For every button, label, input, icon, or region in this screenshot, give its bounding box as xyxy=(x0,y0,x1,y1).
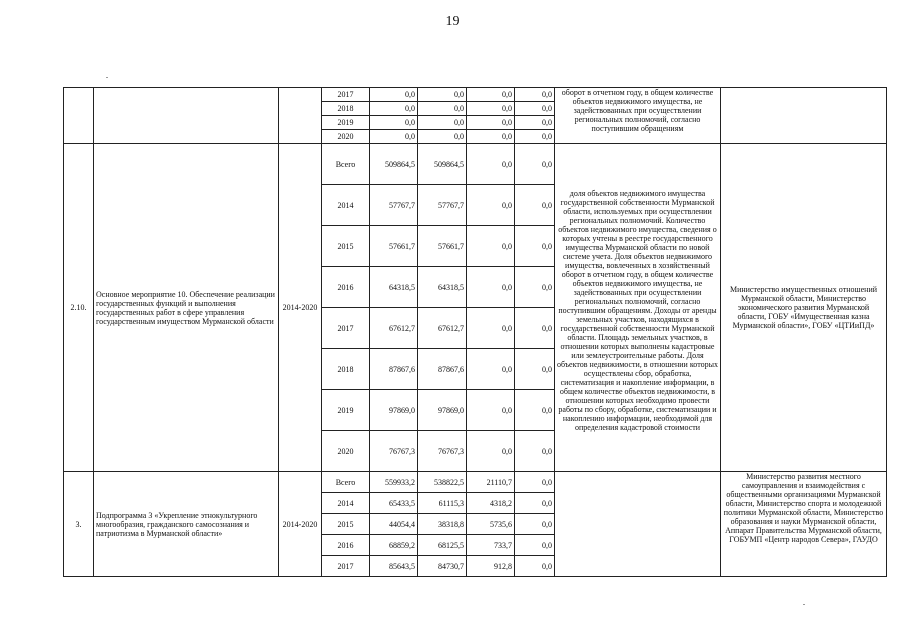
year-cell: 2019 xyxy=(322,390,370,431)
total-cell: 67612,7 xyxy=(370,308,418,349)
total-cell: 97869,0 xyxy=(370,390,418,431)
other-funds-cell: 0,0 xyxy=(515,144,555,185)
regional-budget-cell: 76767,3 xyxy=(418,431,467,472)
federal-budget-cell: 912,8 xyxy=(467,556,515,577)
total-cell: 57661,7 xyxy=(370,226,418,267)
total-cell: 0,0 xyxy=(370,130,418,144)
executor-cell: Министерство развития местного самоуправления и взаимодействия с общественными организациями Мурманской области, Министерство спорта и молодежной политики Мурманской области, Министерство образования и науки Мурманской области, Аппарат Правительства Мурманской области, ГОБУМП «Центр народов Севера», ГАУДО xyxy=(721,472,887,577)
federal-budget-cell: 0,0 xyxy=(467,349,515,390)
year-cell: 2017 xyxy=(322,88,370,102)
other-funds-cell: 0,0 xyxy=(515,130,555,144)
federal-budget-cell: 0,0 xyxy=(467,144,515,185)
federal-budget-cell: 0,0 xyxy=(467,185,515,226)
federal-budget-cell: 733,7 xyxy=(467,535,515,556)
year-cell: 2014 xyxy=(322,493,370,514)
total-cell: 559933,2 xyxy=(370,472,418,493)
item-period-cell: 2014-2020 xyxy=(279,144,322,472)
federal-budget-cell: 0,0 xyxy=(467,308,515,349)
federal-budget-cell: 4318,2 xyxy=(467,493,515,514)
item-number-cell: 3. xyxy=(64,472,94,577)
table-row xyxy=(64,472,887,493)
other-funds-cell: 0,0 xyxy=(515,116,555,130)
other-funds-cell: 0,0 xyxy=(515,102,555,116)
total-cell: 87867,6 xyxy=(370,349,418,390)
total-cell: 64318,5 xyxy=(370,267,418,308)
federal-budget-cell: 0,0 xyxy=(467,431,515,472)
total-cell: 0,0 xyxy=(370,88,418,102)
year-cell: 2016 xyxy=(322,267,370,308)
federal-budget-cell: 0,0 xyxy=(467,226,515,267)
regional-budget-cell: 57661,7 xyxy=(418,226,467,267)
regional-budget-cell: 0,0 xyxy=(418,88,467,102)
federal-budget-cell: 0,0 xyxy=(467,88,515,102)
other-funds-cell: 0,0 xyxy=(515,390,555,431)
year-cell: 2020 xyxy=(322,431,370,472)
federal-budget-cell: 0,0 xyxy=(467,130,515,144)
executor-cell: Министерство имущественных отношений Мурманской области, Министерство экономического развития Мурманской области, ГОБУ «Имущественная казна Мурманской области», ГОБУ «ЦТИиПД» xyxy=(721,144,887,472)
other-funds-cell: 0,0 xyxy=(515,556,555,577)
total-cell: 68859,2 xyxy=(370,535,418,556)
total-cell: 509864,5 xyxy=(370,144,418,185)
total-cell: 65433,5 xyxy=(370,493,418,514)
table-row xyxy=(64,88,887,102)
item-name-cell xyxy=(94,88,279,144)
year-cell: 2018 xyxy=(322,102,370,116)
federal-budget-cell: 5735,6 xyxy=(467,514,515,535)
budget-table xyxy=(63,87,887,577)
other-funds-cell: 0,0 xyxy=(515,493,555,514)
total-cell: 76767,3 xyxy=(370,431,418,472)
indicator-cell: оборот в отчетном году, в общем количестве объектов недвижимого имущества, не задействованных при осуществлении региональных полномочий, согласно поступившим обращениям xyxy=(555,88,721,144)
year-cell: Всего xyxy=(322,472,370,493)
indicator-cell: доля объектов недвижимого имущества государственной собственности Мурманской области, используемых при осуществлении региональных полномочий. Количество объектов недвижимого имущества, сведения о которых учтены в реестре государственного имущества Мурманской области по новой системе учета. Доля объектов недвижимого имущества, вовлеченных в хозяйственный оборот в отчетном году, в общем количестве объектов недвижимого имущества, не задействованных при осуществлении региональных полномочий, согласно поступившим обращениям. Доходы от аренды земельных участков, находящихся в государственной собственности Мурманской области. Площадь земельных участков, в отношении которых выполнены кадастровые или землеустроительные работы. Доля объектов недвижимости, в отношении которых осуществлены сбор, обработка, систематизация и накопление информации, в общем количестве объектов недвижимости, в отношении которых необходимо провести работы по сбору, обработке, систематизации и накоплению информации, необходимой для определения кадастровой стоимости xyxy=(555,144,721,472)
other-funds-cell: 0,0 xyxy=(515,308,555,349)
year-cell: 2018 xyxy=(322,349,370,390)
table-row xyxy=(64,144,887,185)
regional-budget-cell: 509864,5 xyxy=(418,144,467,185)
regional-budget-cell: 61115,3 xyxy=(418,493,467,514)
federal-budget-cell: 0,0 xyxy=(467,267,515,308)
total-cell: 0,0 xyxy=(370,102,418,116)
federal-budget-cell: 0,0 xyxy=(467,102,515,116)
year-cell: 2015 xyxy=(322,514,370,535)
federal-budget-cell: 0,0 xyxy=(467,390,515,431)
total-cell: 0,0 xyxy=(370,116,418,130)
regional-budget-cell: 87867,6 xyxy=(418,349,467,390)
other-funds-cell: 0,0 xyxy=(515,514,555,535)
other-funds-cell: 0,0 xyxy=(515,88,555,102)
regional-budget-cell: 67612,7 xyxy=(418,308,467,349)
regional-budget-cell: 97869,0 xyxy=(418,390,467,431)
other-funds-cell: 0,0 xyxy=(515,472,555,493)
regional-budget-cell: 0,0 xyxy=(418,130,467,144)
other-funds-cell: 0,0 xyxy=(515,535,555,556)
regional-budget-cell: 0,0 xyxy=(418,116,467,130)
federal-budget-cell: 0,0 xyxy=(467,116,515,130)
other-funds-cell: 0,0 xyxy=(515,267,555,308)
total-cell: 44054,4 xyxy=(370,514,418,535)
regional-budget-cell: 57767,7 xyxy=(418,185,467,226)
year-cell: Всего xyxy=(322,144,370,185)
year-cell: 2015 xyxy=(322,226,370,267)
total-cell: 85643,5 xyxy=(370,556,418,577)
item-period-cell xyxy=(279,88,322,144)
regional-budget-cell: 0,0 xyxy=(418,102,467,116)
scan-speck xyxy=(803,604,805,605)
year-cell: 2020 xyxy=(322,130,370,144)
regional-budget-cell: 538822,5 xyxy=(418,472,467,493)
executor-cell xyxy=(721,88,887,144)
year-cell: 2019 xyxy=(322,116,370,130)
federal-budget-cell: 21110,7 xyxy=(467,472,515,493)
year-cell: 2016 xyxy=(322,535,370,556)
other-funds-cell: 0,0 xyxy=(515,185,555,226)
item-period-cell: 2014-2020 xyxy=(279,472,322,577)
item-name-cell: Основное мероприятие 10. Обеспечение реализации государственных функций и выполнения государственных работ в сфере управления государственным имуществом Мурманской области xyxy=(94,144,279,472)
year-cell: 2014 xyxy=(322,185,370,226)
regional-budget-cell: 68125,5 xyxy=(418,535,467,556)
regional-budget-cell: 84730,7 xyxy=(418,556,467,577)
regional-budget-cell: 64318,5 xyxy=(418,267,467,308)
item-number-cell: 2.10. xyxy=(64,144,94,472)
other-funds-cell: 0,0 xyxy=(515,431,555,472)
year-cell: 2017 xyxy=(322,308,370,349)
item-name-cell: Подпрограмма 3 «Укрепление этнокультурного многообразия, гражданского самосознания и патриотизма в Мурманской области» xyxy=(94,472,279,577)
indicator-cell xyxy=(555,472,721,577)
regional-budget-cell: 38318,8 xyxy=(418,514,467,535)
other-funds-cell: 0,0 xyxy=(515,349,555,390)
total-cell: 57767,7 xyxy=(370,185,418,226)
year-cell: 2017 xyxy=(322,556,370,577)
scan-speck xyxy=(106,77,108,78)
item-number-cell xyxy=(64,88,94,144)
page-number: 19 xyxy=(445,14,460,29)
other-funds-cell: 0,0 xyxy=(515,226,555,267)
